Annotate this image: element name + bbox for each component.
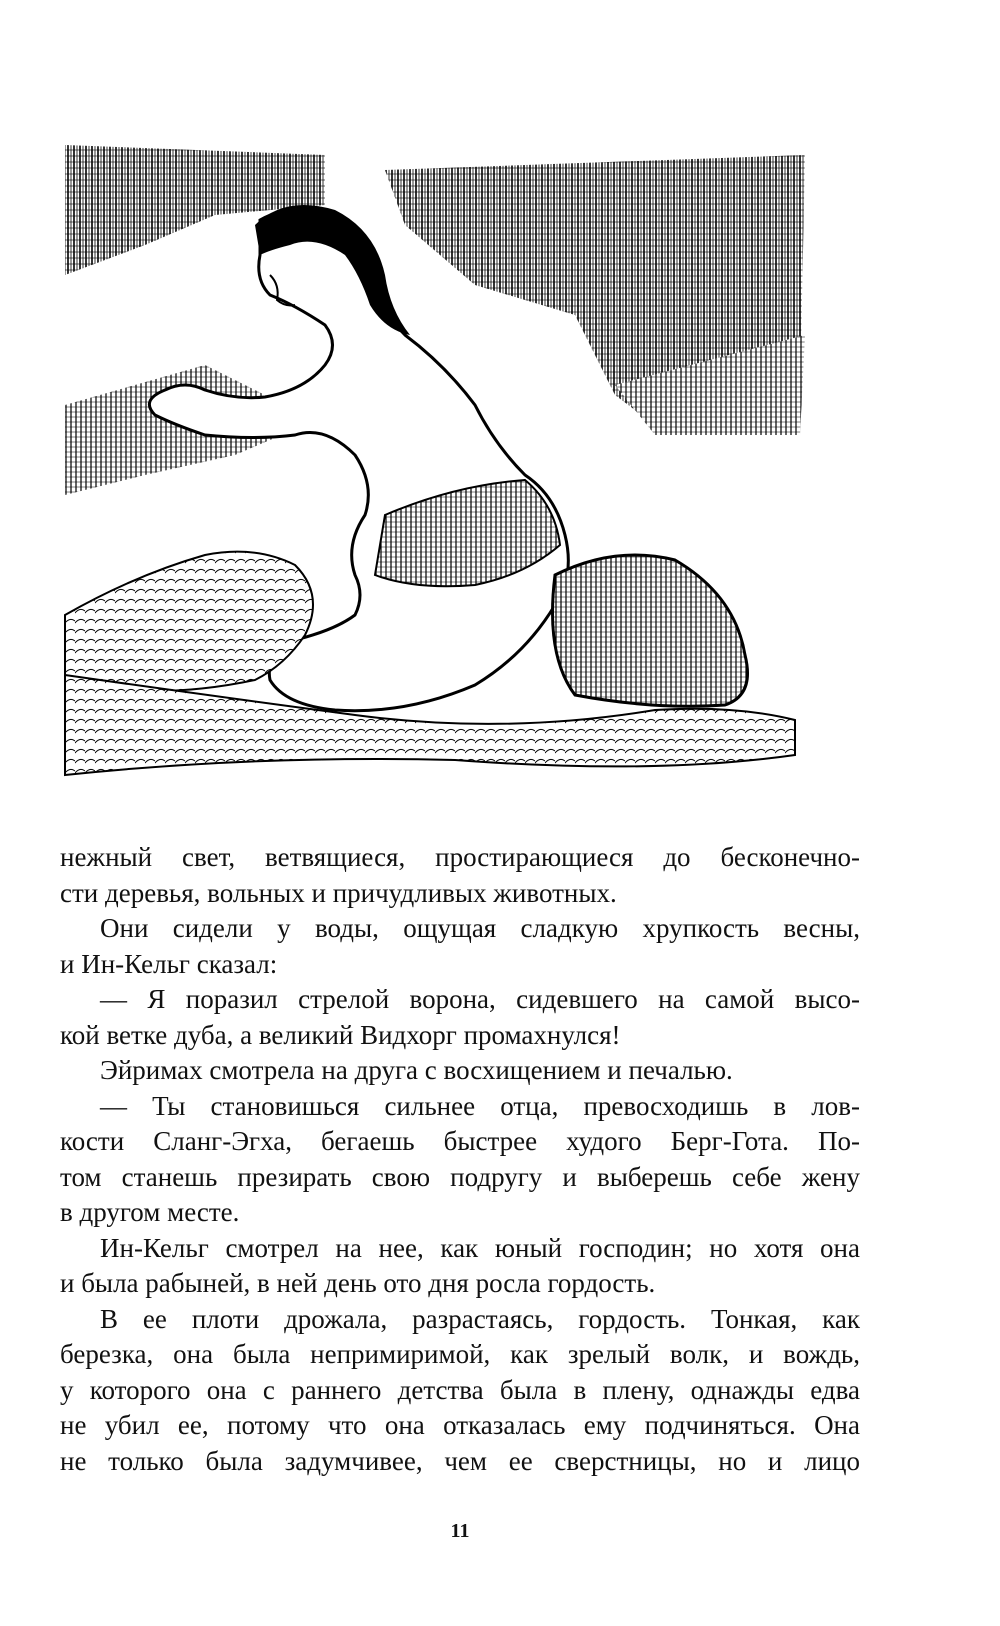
text-line: березка, она была непримиримой, как зрелый волк, и вождь, [60, 1339, 860, 1369]
page-number: 11 [450, 1520, 470, 1542]
text-line: В ее плоти дрожала, разрастаясь, гордость. Тонкая, как [100, 1303, 860, 1334]
text-line: не только была задумчивее, чем ее сверстницы, но и лицо [60, 1445, 860, 1476]
text-line: кости Сланг-Эгха, бегаешь быстрее худого Берг-Гота. По- [60, 1126, 860, 1156]
text-line: Ин-Кельг смотрел на нее, как юный господин; но хотя она [100, 1232, 860, 1263]
text-line: не убил ее, потому что она отказалась ему подчиняться. Она [60, 1410, 860, 1440]
text-line: Они сидели у воды, ощущая сладкую хрупкость весны, [100, 913, 860, 943]
body-text [60, 840, 860, 1479]
illustration-drawing [55, 135, 815, 795]
text-line: в другом месте. [60, 1197, 240, 1227]
text-line: Эйримах смотрела на друга с восхищением и печалью. [100, 1055, 733, 1085]
text-line: и была рабыней, в ней день ото дня росла гордость. [60, 1268, 656, 1298]
text-line: сти деревья, вольных и причудливых животных. [60, 877, 617, 908]
text-line: — Ты становишься сильнее отца, превосходишь в лов- [100, 1090, 860, 1121]
text-line: у которого она с раннего детства была в плену, однажды едва [60, 1374, 860, 1405]
text-line: том станешь презирать свою подругу и выберешь себе жену [60, 1161, 860, 1192]
text-line: и Ин-Кельг сказал: [60, 948, 278, 979]
text-line: кой ветке дуба, а великий Видхорг промахнулся! [60, 1019, 621, 1050]
text-line: нежный свет, ветвящиеся, простирающиеся до бесконечно- [60, 842, 860, 872]
text-line: — Я поразил стрелой ворона, сидевшего на самой высо- [100, 984, 860, 1014]
kneeling-figure-illustration [55, 135, 815, 795]
